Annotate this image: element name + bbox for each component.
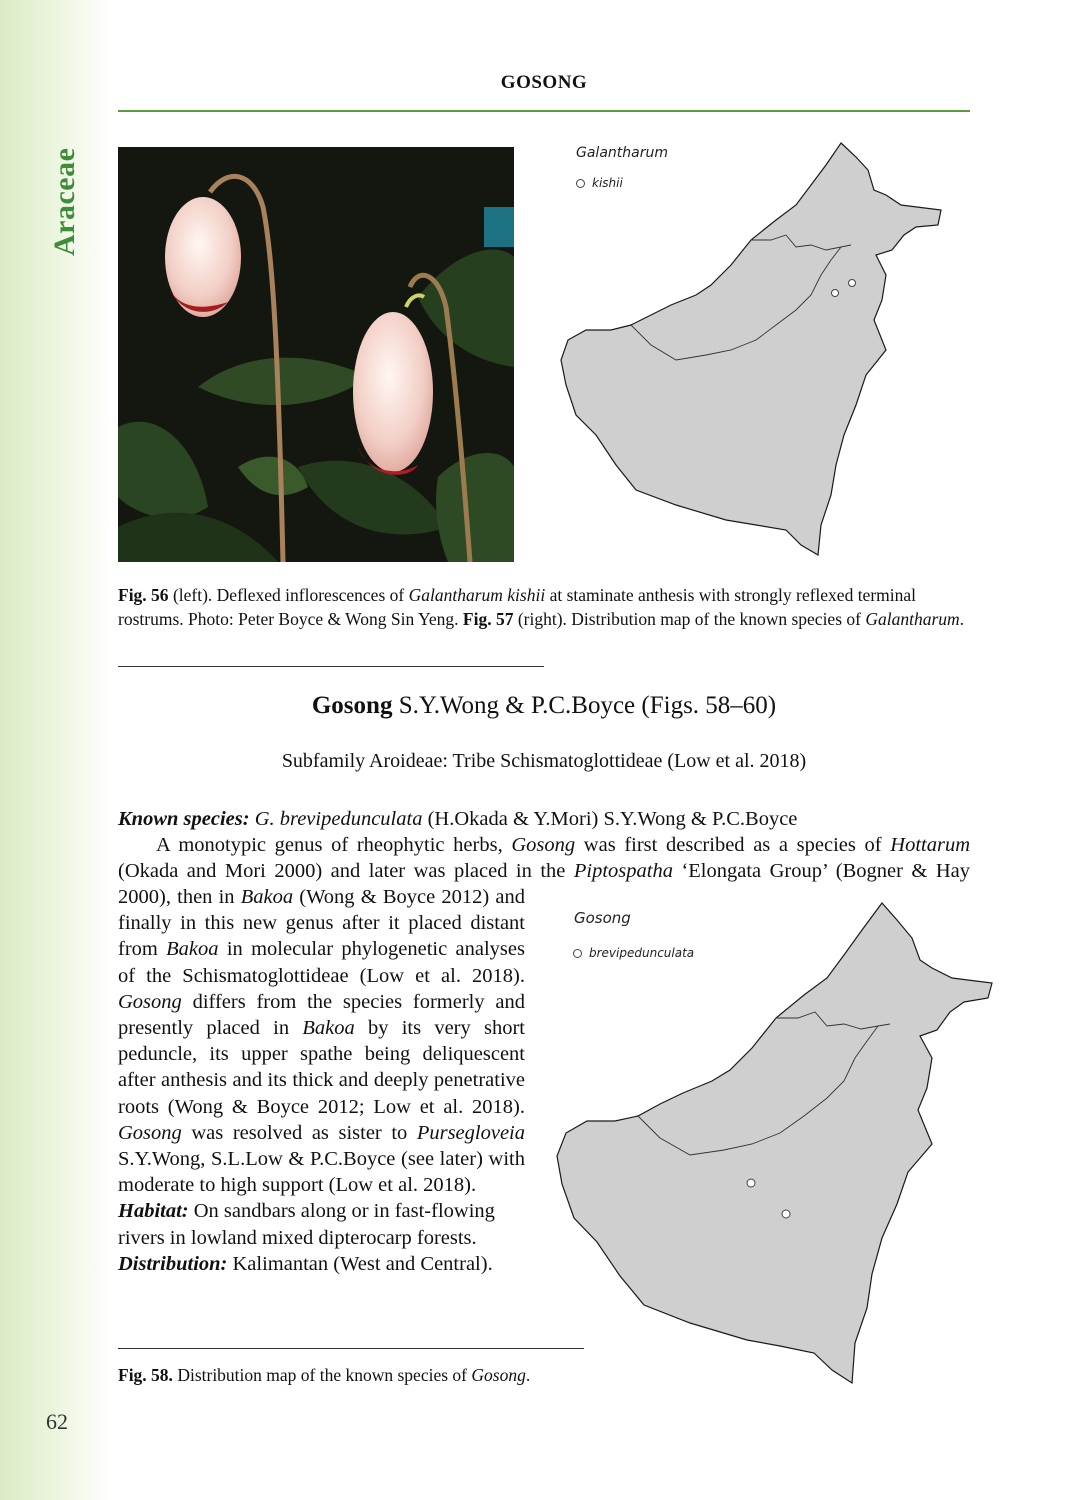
map-58-species-label: brevipedunculata: [589, 946, 695, 960]
genus-heading: [118, 692, 970, 720]
distribution-label: Distribution:: [118, 1252, 228, 1275]
caption-58-rule: [118, 1348, 584, 1349]
description-genus: Pursegloveia: [416, 1121, 525, 1144]
figure-58-caption: [118, 1364, 638, 1388]
description-column: [118, 884, 525, 1277]
caption-rule: [118, 666, 544, 667]
description-text: ‘Elongata Group’ (Bogner & Hay: [672, 860, 970, 883]
known-species-name: G. brevipedunculata: [249, 808, 423, 830]
description-genus: Bakoa: [240, 886, 294, 908]
page-number: 62: [46, 1409, 68, 1434]
genus-authors: S.Y.Wong & P.C.Boyce (Figs. 58–60): [392, 692, 777, 719]
description-text: by its very short peduncle, its upper spathe being deliquescent after anthesis and its thick and deeply penetrative roots (Wong & Boyce 2012; Low et al. 2018).: [118, 1017, 525, 1118]
caption-text: (left). Deflexed inflorescences of: [168, 585, 409, 605]
known-species-block: [118, 806, 970, 885]
description-text: (Wong & Boyce 2012) and finally in this new genus after it placed distant from: [118, 886, 525, 961]
description-text: 2000), then in: [118, 886, 241, 908]
fig57-label: Fig. 57: [462, 608, 514, 629]
map-57-genus-label: Galantharum: [576, 145, 668, 161]
figure-56-photo: [118, 147, 514, 562]
description-genus: Gosong: [511, 834, 576, 857]
genus-name: Gosong: [311, 692, 393, 719]
description-text: A monotypic genus of rheophytic herbs,: [156, 834, 512, 857]
caption-text: .: [525, 1365, 531, 1385]
locality-marker: [747, 1179, 755, 1187]
caption-text: at staminate anthesis with strongly reflexed terminal rostrums. Photo: Peter Boyce & Wong Sin Yeng.: [118, 585, 917, 629]
known-species-authority: (H.Okada & Y.Mori) S.Y.Wong & P.C.Boyce: [422, 808, 798, 830]
description-genus: Piptospatha: [573, 860, 673, 883]
running-head: GOSONG: [500, 72, 588, 93]
description-text: S.Y.Wong, S.L.Low & P.C.Boyce (see later) with moderate to high support (Low et al. 2018).: [118, 1148, 525, 1197]
description-text: in molecular phylogenetic analyses of the Schismatoglottideae (Low et al. 2018).: [118, 938, 525, 987]
map-58-genus-label: Gosong: [574, 909, 631, 927]
known-species-label: Known species:: [118, 808, 250, 830]
description-genus: Hottarum: [890, 834, 970, 857]
caption-genus: Gosong: [471, 1365, 526, 1385]
description-genus: Gosong: [118, 990, 182, 1013]
header-rule: [118, 110, 970, 112]
locality-marker: [832, 290, 839, 297]
borneo-map-57: [556, 135, 946, 565]
description-text: was resolved as sister to: [181, 1121, 417, 1144]
caption-text: .: [959, 608, 965, 629]
caption-species: Galantharum kishii: [408, 585, 546, 605]
map-57-species-label: kishii: [592, 176, 623, 190]
description-text: was first described as a species of: [575, 834, 891, 857]
locality-marker: [782, 1210, 790, 1218]
habitat-text: On sandbars along or in fast-flowing rivers in lowland mixed dipterocarp forests.: [118, 1200, 495, 1249]
fig58-label: Fig. 58.: [118, 1365, 173, 1385]
subfamily-line: Subfamily Aroideae: Tribe Schismatoglottideae (Low et al. 2018): [281, 750, 807, 772]
description-genus: Gosong: [118, 1121, 182, 1144]
caption-text: (right). Distribution map of the known species of: [513, 608, 866, 629]
caption-text: Distribution map of the known species of: [172, 1365, 472, 1385]
description-text: differs from the species formerly and presently placed in: [118, 990, 525, 1040]
section-label: Araceae: [48, 147, 81, 256]
fig56-label: Fig. 56: [118, 585, 169, 605]
locality-marker: [849, 280, 856, 287]
distribution-text: Kalimantan (West and Central).: [227, 1252, 493, 1275]
habitat-label: Habitat:: [118, 1200, 189, 1223]
description-genus: Bakoa: [302, 1017, 355, 1040]
borneo-landmass: [561, 143, 941, 555]
description-genus: Bakoa: [166, 938, 219, 961]
borneo-landmass: [557, 903, 992, 1383]
description-text: (Okada and Mori 2000) and later was placed in the: [118, 860, 574, 883]
flower-photo-illustration: [118, 147, 514, 562]
figure-56-57-caption: [118, 584, 970, 631]
borneo-map-58: [552, 898, 997, 1393]
caption-genus: Galantharum: [865, 608, 960, 629]
